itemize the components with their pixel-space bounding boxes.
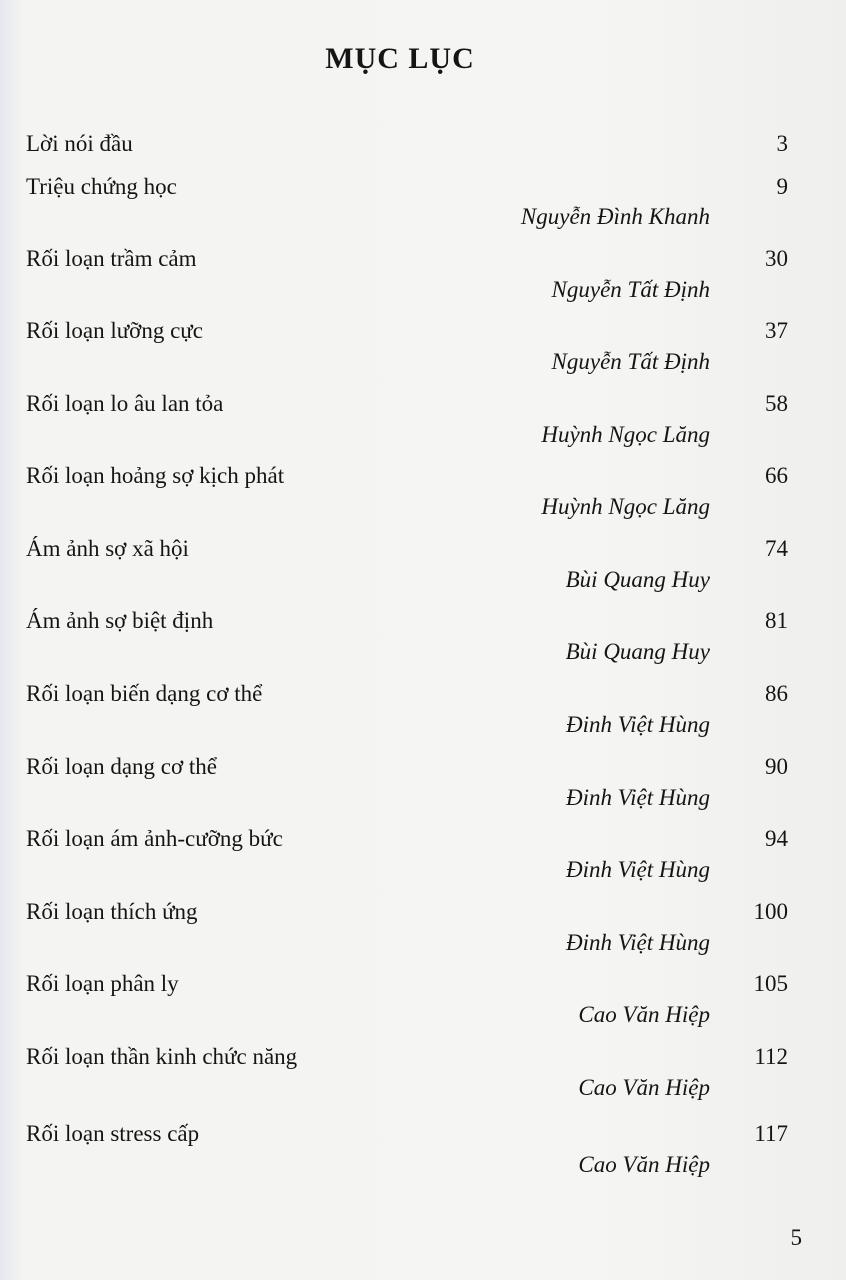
entry-title: Rối loạn thần kinh chức năng <box>26 1044 298 1069</box>
page-number: 5 <box>790 1225 802 1250</box>
entry-author: Bùi Quang Huy <box>565 567 710 592</box>
entry-title: Lời nói đầu <box>26 131 133 156</box>
entry-title: Rối loạn stress cấp <box>26 1121 200 1146</box>
entry-page: 112 <box>754 1044 788 1069</box>
entry-author: Nguyễn Tất Định <box>551 349 710 374</box>
entry-author: Đinh Việt Hùng <box>566 712 710 737</box>
entry-page: 90 <box>765 754 788 779</box>
entry-author: Huỳnh Ngọc Lăng <box>541 422 710 447</box>
entry-page: 100 <box>753 899 788 924</box>
entry-page: 66 <box>765 463 788 488</box>
entry-page: 81 <box>765 608 788 633</box>
entry-author: Huỳnh Ngọc Lăng <box>541 494 710 519</box>
entry-author: Cao Văn Hiệp <box>578 1075 710 1100</box>
page-title: MỤC LỤC <box>325 42 475 75</box>
entry-title: Rối loạn dạng cơ thể <box>26 754 218 779</box>
entry-page: 9 <box>776 174 788 199</box>
entry-author: Cao Văn Hiệp <box>578 1002 710 1027</box>
entry-page: 105 <box>753 971 788 996</box>
entry-author: Đinh Việt Hùng <box>566 930 710 955</box>
entry-page: 74 <box>765 536 788 561</box>
entry-title: Rối loạn biến dạng cơ thể <box>26 681 263 706</box>
entry-title: Rối loạn phân ly <box>26 971 179 996</box>
entry-author: Đinh Việt Hùng <box>566 857 710 882</box>
entry-title: Rối loạn thích ứng <box>26 899 198 924</box>
entry-page: 37 <box>765 318 788 343</box>
entry-title: Rối loạn hoảng sợ kịch phát <box>26 463 285 488</box>
entry-page: 86 <box>765 681 788 706</box>
entry-title: Rối loạn trầm cảm <box>26 246 197 271</box>
entry-title: Rối loạn lưỡng cực <box>26 318 203 343</box>
entry-title: Ám ảnh sợ biệt định <box>26 608 214 633</box>
entry-author: Cao Văn Hiệp <box>578 1152 710 1177</box>
entry-page: 117 <box>754 1121 788 1146</box>
entry-title: Rối loạn lo âu lan tỏa <box>26 391 224 416</box>
entry-author: Bùi Quang Huy <box>565 639 710 664</box>
entry-title: Rối loạn ám ảnh-cưỡng bức <box>26 826 283 851</box>
entry-author: Nguyễn Đình Khanh <box>520 204 710 229</box>
entry-page: 94 <box>765 826 788 851</box>
entry-title: Ám ảnh sợ xã hội <box>26 536 189 561</box>
entry-page: 58 <box>765 391 788 416</box>
entry-page: 30 <box>765 246 788 271</box>
entry-author: Nguyễn Tất Định <box>551 277 710 302</box>
entry-title: Triệu chứng học <box>26 174 177 199</box>
entry-page: 3 <box>776 131 788 156</box>
entry-author: Đinh Việt Hùng <box>566 785 710 810</box>
